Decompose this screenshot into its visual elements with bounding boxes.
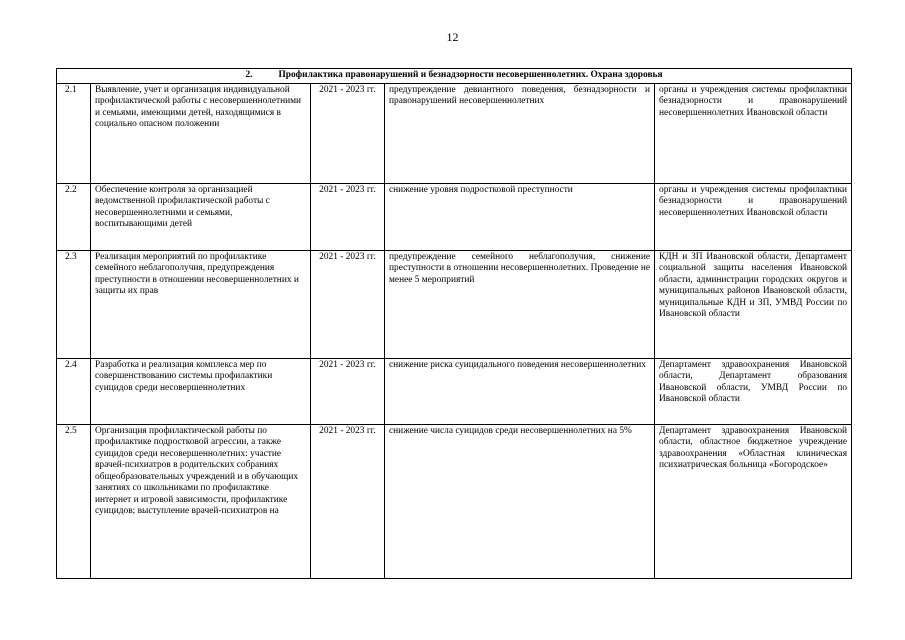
period-cell: 2021 - 2023 гг. <box>311 183 385 250</box>
period-cell: 2021 - 2023 гг. <box>311 250 385 358</box>
executor-cell: органы и учреждения системы профилактики безнадзорности и правонарушений несовершеннолетних Ивановской области <box>655 183 852 250</box>
result-cell: снижение уровня подростковой преступности <box>385 183 655 250</box>
section-title: Профилактика правонарушений и безнадзорности несовершеннолетних. Охрана здоровья <box>278 70 663 80</box>
activity-cell: Выявление, учет и организация индивидуальной профилактической работы с несовершеннолетними и семьями, имеющими детей, находящимися в социально опасном положении <box>91 83 311 183</box>
measures-table <box>56 68 852 579</box>
result-cell: снижение риска суицидального поведения несовершеннолетних <box>385 358 655 424</box>
table-row <box>57 250 852 358</box>
period-cell: 2021 - 2023 гг. <box>311 424 385 578</box>
row-number: 2.4 <box>57 358 91 424</box>
executor-cell: органы и учреждения системы профилактики безнадзорности и правонарушений несовершеннолетних Ивановской области <box>655 83 852 183</box>
activity-cell: Организация профилактической работы по профилактике подростковой агрессии, а также суицидов среди несовершеннолетних: участие врачей-психиатров в родительских собраниях общеобразовательных учреждений и в обучающих занятиях со школьниками по профилактике интернет и игровой зависимости, профилактике суицидов; выступление врачей-психиатров на <box>91 424 311 578</box>
page-number: 12 <box>446 30 459 44</box>
section-header-row <box>57 69 852 84</box>
table-row <box>57 358 852 424</box>
table-row <box>57 183 852 250</box>
period-cell: 2021 - 2023 гг. <box>311 83 385 183</box>
executor-cell: КДН и ЗП Ивановской области, Департамент социальной защиты населения Ивановской области, администрации городских округов и муниципальных районов Ивановской области, муниципальные КДН и ЗП, УМВД России по Ивановской области <box>655 250 852 358</box>
result-cell: снижение числа суицидов среди несовершеннолетних на 5% <box>385 424 655 578</box>
period-cell: 2021 - 2023 гг. <box>311 358 385 424</box>
row-number: 2.5 <box>57 424 91 578</box>
section-number: 2. <box>245 70 253 80</box>
activity-cell: Реализация мероприятий по профилактике семейного неблагополучия, предупреждения преступности в отношении несовершеннолетних и защиты их прав <box>91 250 311 358</box>
activity-cell: Разработка и реализация комплекса мер по совершенствованию системы профилактики суицидов среди несовершеннолетних <box>91 358 311 424</box>
row-number: 2.1 <box>57 83 91 183</box>
row-number: 2.3 <box>57 250 91 358</box>
row-number: 2.2 <box>57 183 91 250</box>
table-row <box>57 424 852 578</box>
activity-cell: Обеспечение контроля за организацией ведомственной профилактической работы с несовершеннолетними и семьями, воспитывающими детей <box>91 183 311 250</box>
executor-cell: Департамент здравоохранения Ивановской области, Департамент образования Ивановской области, УМВД России по Ивановской области <box>655 358 852 424</box>
section-header <box>57 69 852 84</box>
result-cell: предупреждение семейного неблагополучия, снижение преступности в отношении несовершеннолетних. Проведение не менее 5 мероприятий <box>385 250 655 358</box>
table-row <box>57 83 852 183</box>
executor-cell: Департамент здравоохранения Ивановской области, областное бюджетное учреждение здравоохранения «Областная клиническая психиатрическая больница «Богородское» <box>655 424 852 578</box>
result-cell: предупреждение девиантного поведения, безнадзорности и правонарушений несовершеннолетних <box>385 83 655 183</box>
